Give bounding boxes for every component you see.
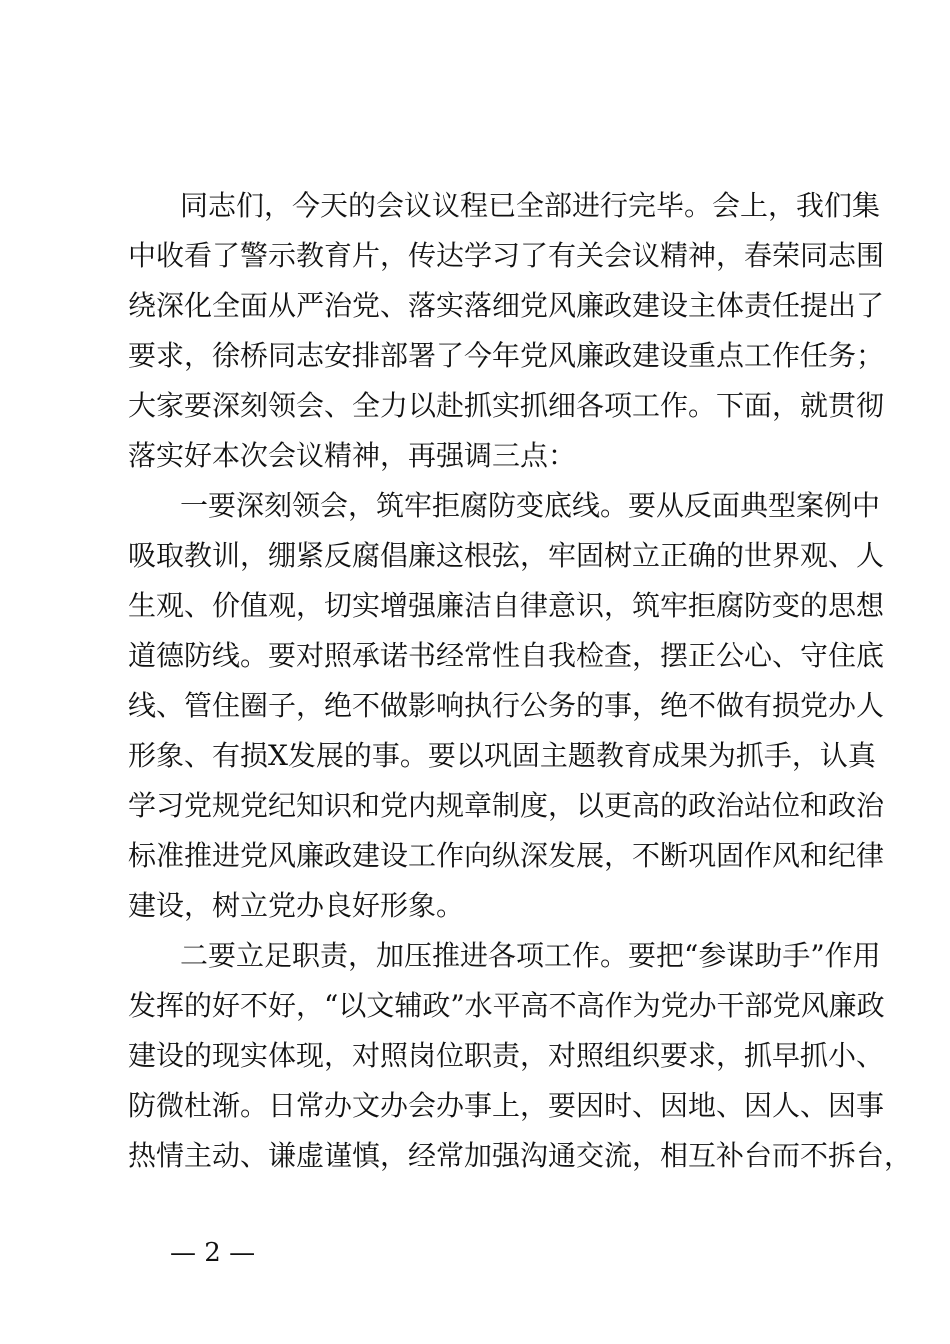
page-number: — 2 — bbox=[170, 1238, 256, 1268]
paragraph-2-line-2: 吸取教训，绷紧反腐倡廉这根弦，牢固树立正确的世界观、人 bbox=[128, 539, 885, 572]
paragraph-3-line-4: 防微杜渐。日常办文办会办事上，要因时、因地、因人、因事 bbox=[128, 1089, 885, 1122]
paragraph-1-line-1: 同志们，今天的会议议程已全部进行完毕。会上，我们集 bbox=[180, 189, 881, 222]
paragraph-2-line-5: 线、管住圈子，绝不做影响执行公务的事，绝不做有损党办人 bbox=[128, 689, 885, 722]
paragraph-2-line-4: 道德防线。要对照承诺书经常性自我检查，摆正公心、守住底 bbox=[128, 639, 885, 672]
paragraph-1-line-6: 落实好本次会议精神，再强调三点： bbox=[128, 439, 577, 472]
paragraph-2-line-3: 生观、价值观，切实增强廉洁自律意识，筑牢拒腐防变的思想 bbox=[128, 589, 885, 622]
paragraph-2-line-6: 形象、有损X发展的事。要以巩固主题教育成果为抓手，认真 bbox=[128, 739, 876, 772]
paragraph-2-line-9: 建设，树立党办良好形象。 bbox=[128, 889, 465, 922]
paragraph-3-line-5: 热情主动、谦虚谨慎，经常加强沟通交流，相互补台而不拆台， bbox=[128, 1139, 913, 1172]
paragraph-2-line-7: 学习党规党纪知识和党内规章制度，以更高的政治站位和政治 bbox=[128, 789, 885, 822]
paragraph-3-line-2: 发挥的好不好，“以文辅政”水平高不高作为党办干部党风廉政 bbox=[128, 989, 885, 1022]
paragraph-3-line-3: 建设的现实体现，对照岗位职责，对照组织要求，抓早抓小、 bbox=[128, 1039, 885, 1072]
paragraph-1-line-3: 绕深化全面从严治党、落实落细党风廉政建设主体责任提出了 bbox=[128, 289, 885, 322]
paragraph-1-line-2: 中收看了警示教育片，传达学习了有关会议精神，春荣同志围 bbox=[128, 239, 885, 272]
paragraph-1-line-5: 大家要深刻领会、全力以赴抓实抓细各项工作。下面，就贯彻 bbox=[128, 389, 885, 422]
paragraph-3-line-1: 二要立足职责，加压推进各项工作。要把“参谋助手”作用 bbox=[180, 939, 881, 972]
document-body bbox=[128, 181, 913, 1181]
paragraph-2-line-8: 标准推进党风廉政建设工作向纵深发展，不断巩固作风和纪律 bbox=[128, 839, 885, 872]
paragraph-2-line-1: 一要深刻领会，筑牢拒腐防变底线。要从反面典型案例中 bbox=[180, 489, 881, 522]
paragraph-1-line-4: 要求，徐桥同志安排部署了今年党风廉政建设重点工作任务； bbox=[128, 339, 885, 372]
